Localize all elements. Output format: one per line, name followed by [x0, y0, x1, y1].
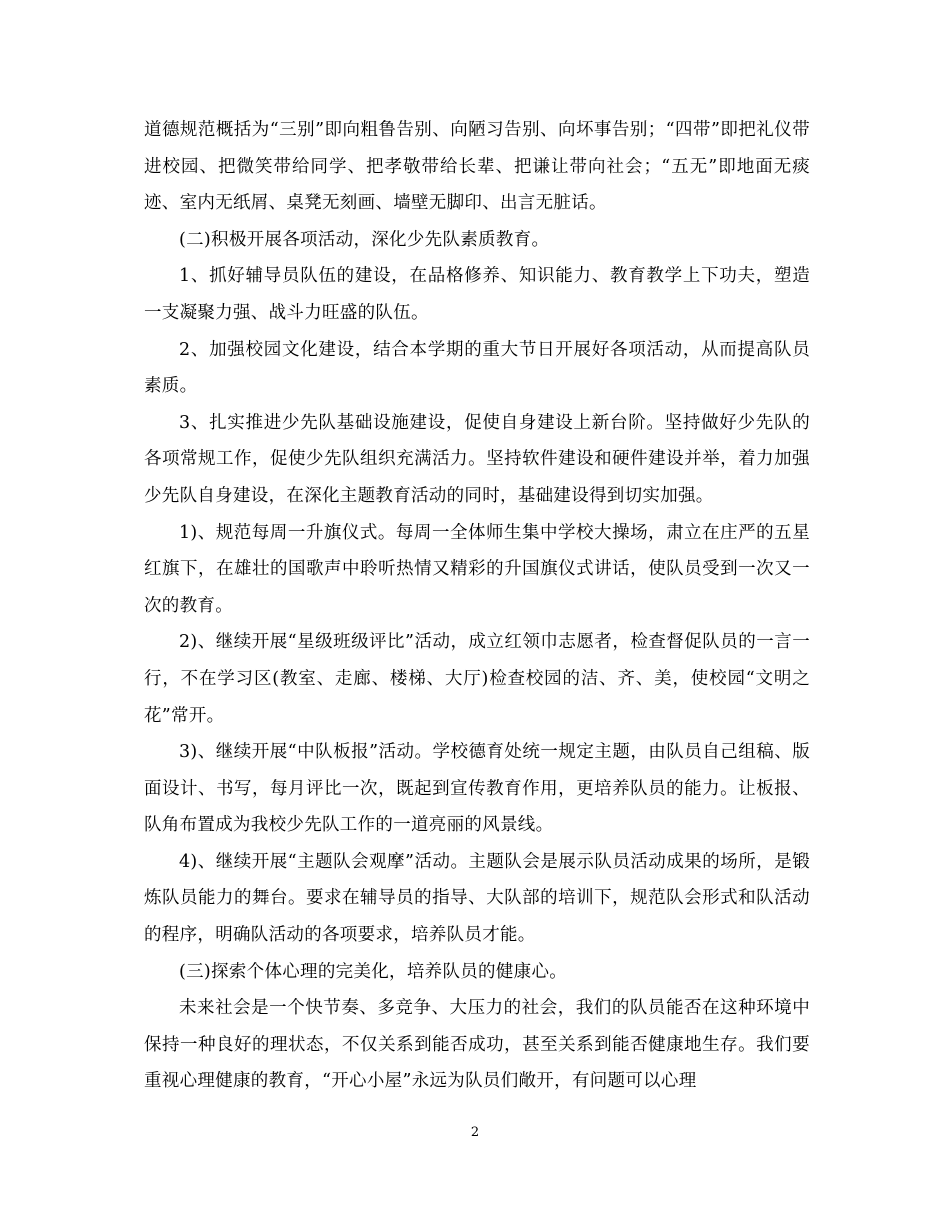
paragraph-3: 1、抓好辅导员队伍的建设，在品格修养、知识能力、教育教学上下功夫，塑造一支凝聚力强、战斗力旺盛的队伍。	[144, 266, 810, 323]
paragraph-1: 道德规范概括为“三别”即向粗鲁告别、向陋习告别、向坏事告别；“四带”即把礼仪带进校园、把微笑带给同学、把孝敬带给长辈、把谦让带向社会；“五无”即地面无痰迹、室内无纸屑、桌凳无刻画、墙壁无脚印、出言无脏话。	[144, 120, 810, 214]
section-heading-2: (二)积极开展各项活动，深化少先队素质教育。	[179, 229, 550, 250]
document-body	[144, 112, 810, 1100]
paragraph-4: 2、加强校园文化建设，结合本学期的重大节日开展好各项活动，从而提高队员素质。	[144, 339, 810, 397]
page-number: 2	[470, 1125, 480, 1140]
paragraph-8: 3)、继续开展“中队板报”活动。学校德育处统一规定主题，由队员自己组稿、版面设计、书写，每月评比一次，既起到宣传教育作用，更培养队员的能力。让板报、队角布置成为我校少先队工作的一道亮丽的风景线。	[144, 742, 810, 836]
paragraph-11: 未来社会是一个快节奏、多竞争、大压力的社会，我们的队员能否在这种环境中保持一种良好的理状态，不仅关系到能否成功，甚至关系到能否健康地生存。我们要重视心理健康的教育，“开心小屋”永远为队员们敞开，有问题可以心理	[144, 998, 810, 1092]
paragraph-9: 4)、继续开展“主题队会观摩”活动。主题队会是展示队员活动成果的场所，是锻炼队员能力的舞台。要求在辅导员的指导、大队部的培训下，规范队会形式和队活动的程序，明确队活动的各项要求，培养队员才能。	[144, 851, 810, 946]
paragraph-7: 2)、继续开展“星级班级评比”活动，成立红领巾志愿者，检查督促队员的一言一行，不在学习区(教室、走廊、楼梯、大厅)检查校园的洁、齐、美，使校园“文明之花”常开。	[144, 632, 810, 726]
section-heading-3: (三)探索个体心理的完美化，培养队员的健康心。	[179, 961, 568, 982]
paragraph-6: 1)、规范每周一升旗仪式。每周一全体师生集中学校大操场，肃立在庄严的五星红旗下，在雄壮的国歌声中聆听热情又精彩的升国旗仪式讲话，使队员受到一次又一次的教育。	[144, 522, 810, 616]
paragraph-5: 3、扎实推进少先队基础设施建设，促使自身建设上新台阶。坚持做好少先队的各项常规工作，促使少先队组织充满活力。坚持软件建设和硬件建设并举，着力加强少先队自身建设，在深化主题教育活动的同时，基础建设得到切实加强。	[144, 412, 810, 506]
